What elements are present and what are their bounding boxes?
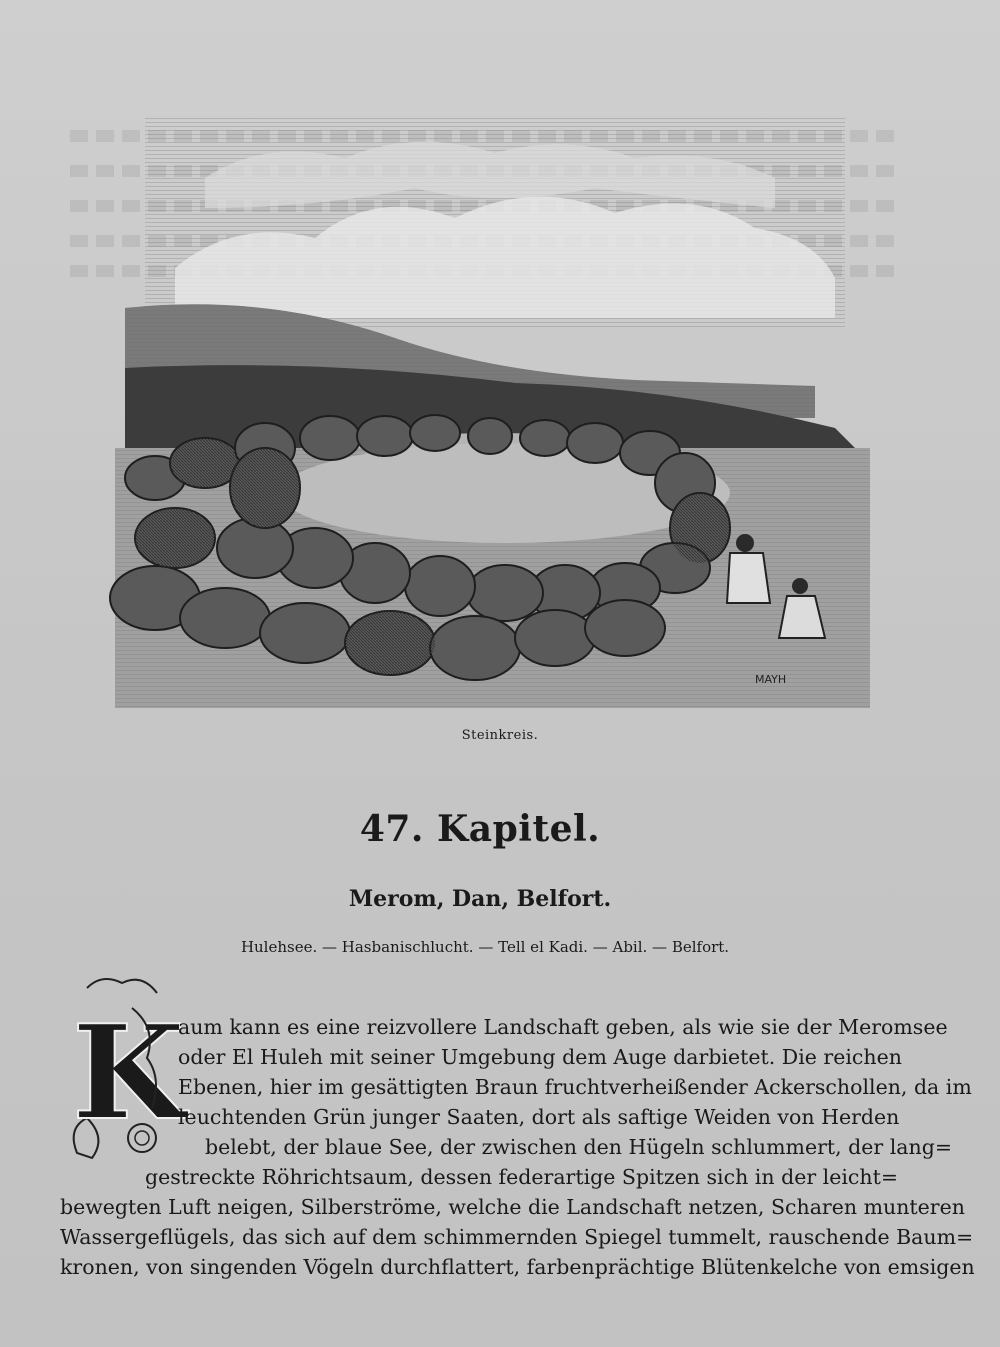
text-line: Wassergeflügels, das sich auf dem schimmernden Spiegel tummelt, rauschende Baum= [60,1225,974,1249]
text-line: aum kann es eine reizvollere Landschaft geben, als wie sie der Meromsee [178,1015,948,1039]
chapter-topics: Hulehsee. — Hasbanischlucht. — Tell el Kadi. — Abil. — Belfort. [240,938,730,956]
illustration-caption: Steinkreis. [461,728,539,743]
svg-text:K: K [72,996,185,1149]
chapter-subtitle: Merom, Dan, Belfort. [348,886,612,912]
text-line: leuchtenden Grün junger Saaten, dort als saftige Weiden von Herden [178,1105,900,1129]
chapter-title: 47. Kapitel. [359,808,601,850]
engraver-signature: MAYH [755,673,787,686]
engraving-image [115,118,870,708]
body-paragraph [60,1012,975,1282]
text-line: oder El Huleh mit seiner Umgebung dem Auge darbietet. Die reichen [178,1045,902,1069]
text-line: bewegten Luft neigen, Silberströme, welche die Landschaft netzen, Scharen munteren [60,1195,965,1219]
text-line: belebt, der blaue See, der zwischen den Hügeln schlummert, der lang= [205,1135,953,1159]
text-line: gestreckte Röhrichtsaum, dessen federartige Spitzen sich in der leicht= [145,1165,898,1189]
stone-circle-engraving [115,118,870,708]
text-line: Ebenen, hier im gesättigten Braun fruchtverheißender Ackerschollen, da im [178,1075,972,1099]
text-line: kronen, von singenden Vögeln durchflattert, farbenprächtige Blütenkelche von emsigen [60,1255,975,1279]
